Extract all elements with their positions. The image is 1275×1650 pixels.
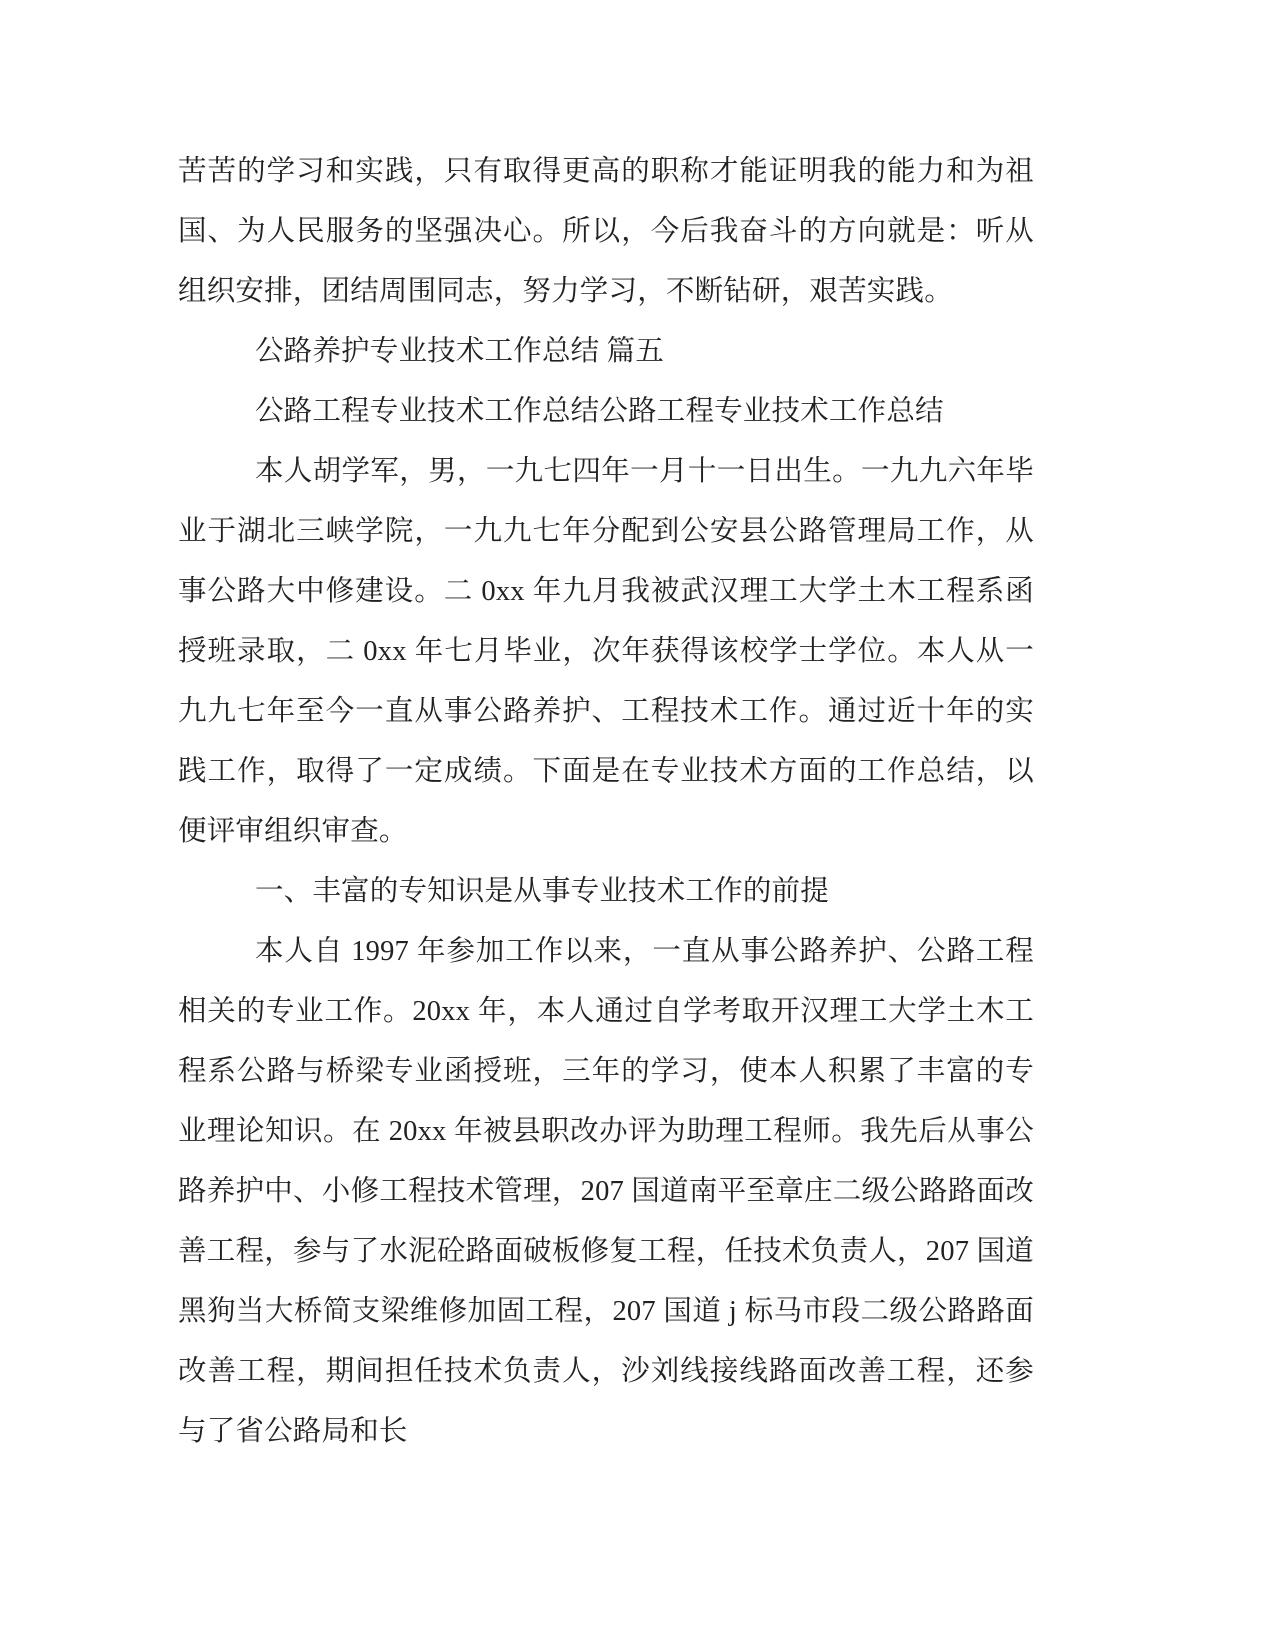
list-heading: 一、丰富的专知识是从事专业技术工作的前提 [254, 876, 829, 907]
paragraph: 本人自 1997 年参加工作以来，一直从事公路养护、公路工程相关的专业工作。20xx 年，本人通过自学考取开汉理工大学土木工程系公路与桥梁专业函授班，三年的学习，使本人积累了丰富的专业理论知识。在 20xx 年被县职改办评为助理工程师。我先后从事公路养护中、小修工程技术管理，207 国道南平至章庄二级公路路面改善工程，参与了水泥砼路面破板修复工程，任技术负责人，207 国道黑狗当大桥简支梁维修加固工程，207 国道 j 标马市段二级公路路面改善工程，期间担任技术负责人，沙刘线接线路面改善工程，还参与了省公路局和长 [178, 936, 1034, 1447]
paragraph: 本人胡学军，男，一九七四年一月十一日出生。一九九六年毕业于湖北三峡学院，一九九七年分配到公安县公路管理局工作，从事公路大中修建设。二 0xx 年九月我被武汉理工大学土木工程系函授班录取，二 0xx 年七月毕业，次年获得该校学士学位。本人从一九九七年至今一直从事公路养护、工程技术工作。通过近十年的实践工作，取得了一定成绩。下面是在专业技术方面的工作总结，以便评审组织审查。 [178, 456, 1034, 847]
subsection-heading: 公路工程专业技术工作总结公路工程专业技术工作总结 [254, 396, 944, 427]
paragraph-continuation: 苦苦的学习和实践，只有取得更高的职称才能证明我的能力和为祖国、为人民服务的坚强决心。所以，今后我奋斗的方向就是：听从组织安排，团结周围同志，努力学习，不断钻研，艰苦实践。 [178, 156, 1034, 307]
document-body [178, 142, 1034, 1462]
section-heading: 公路养护专业技术工作总结 篇五 [254, 336, 665, 367]
